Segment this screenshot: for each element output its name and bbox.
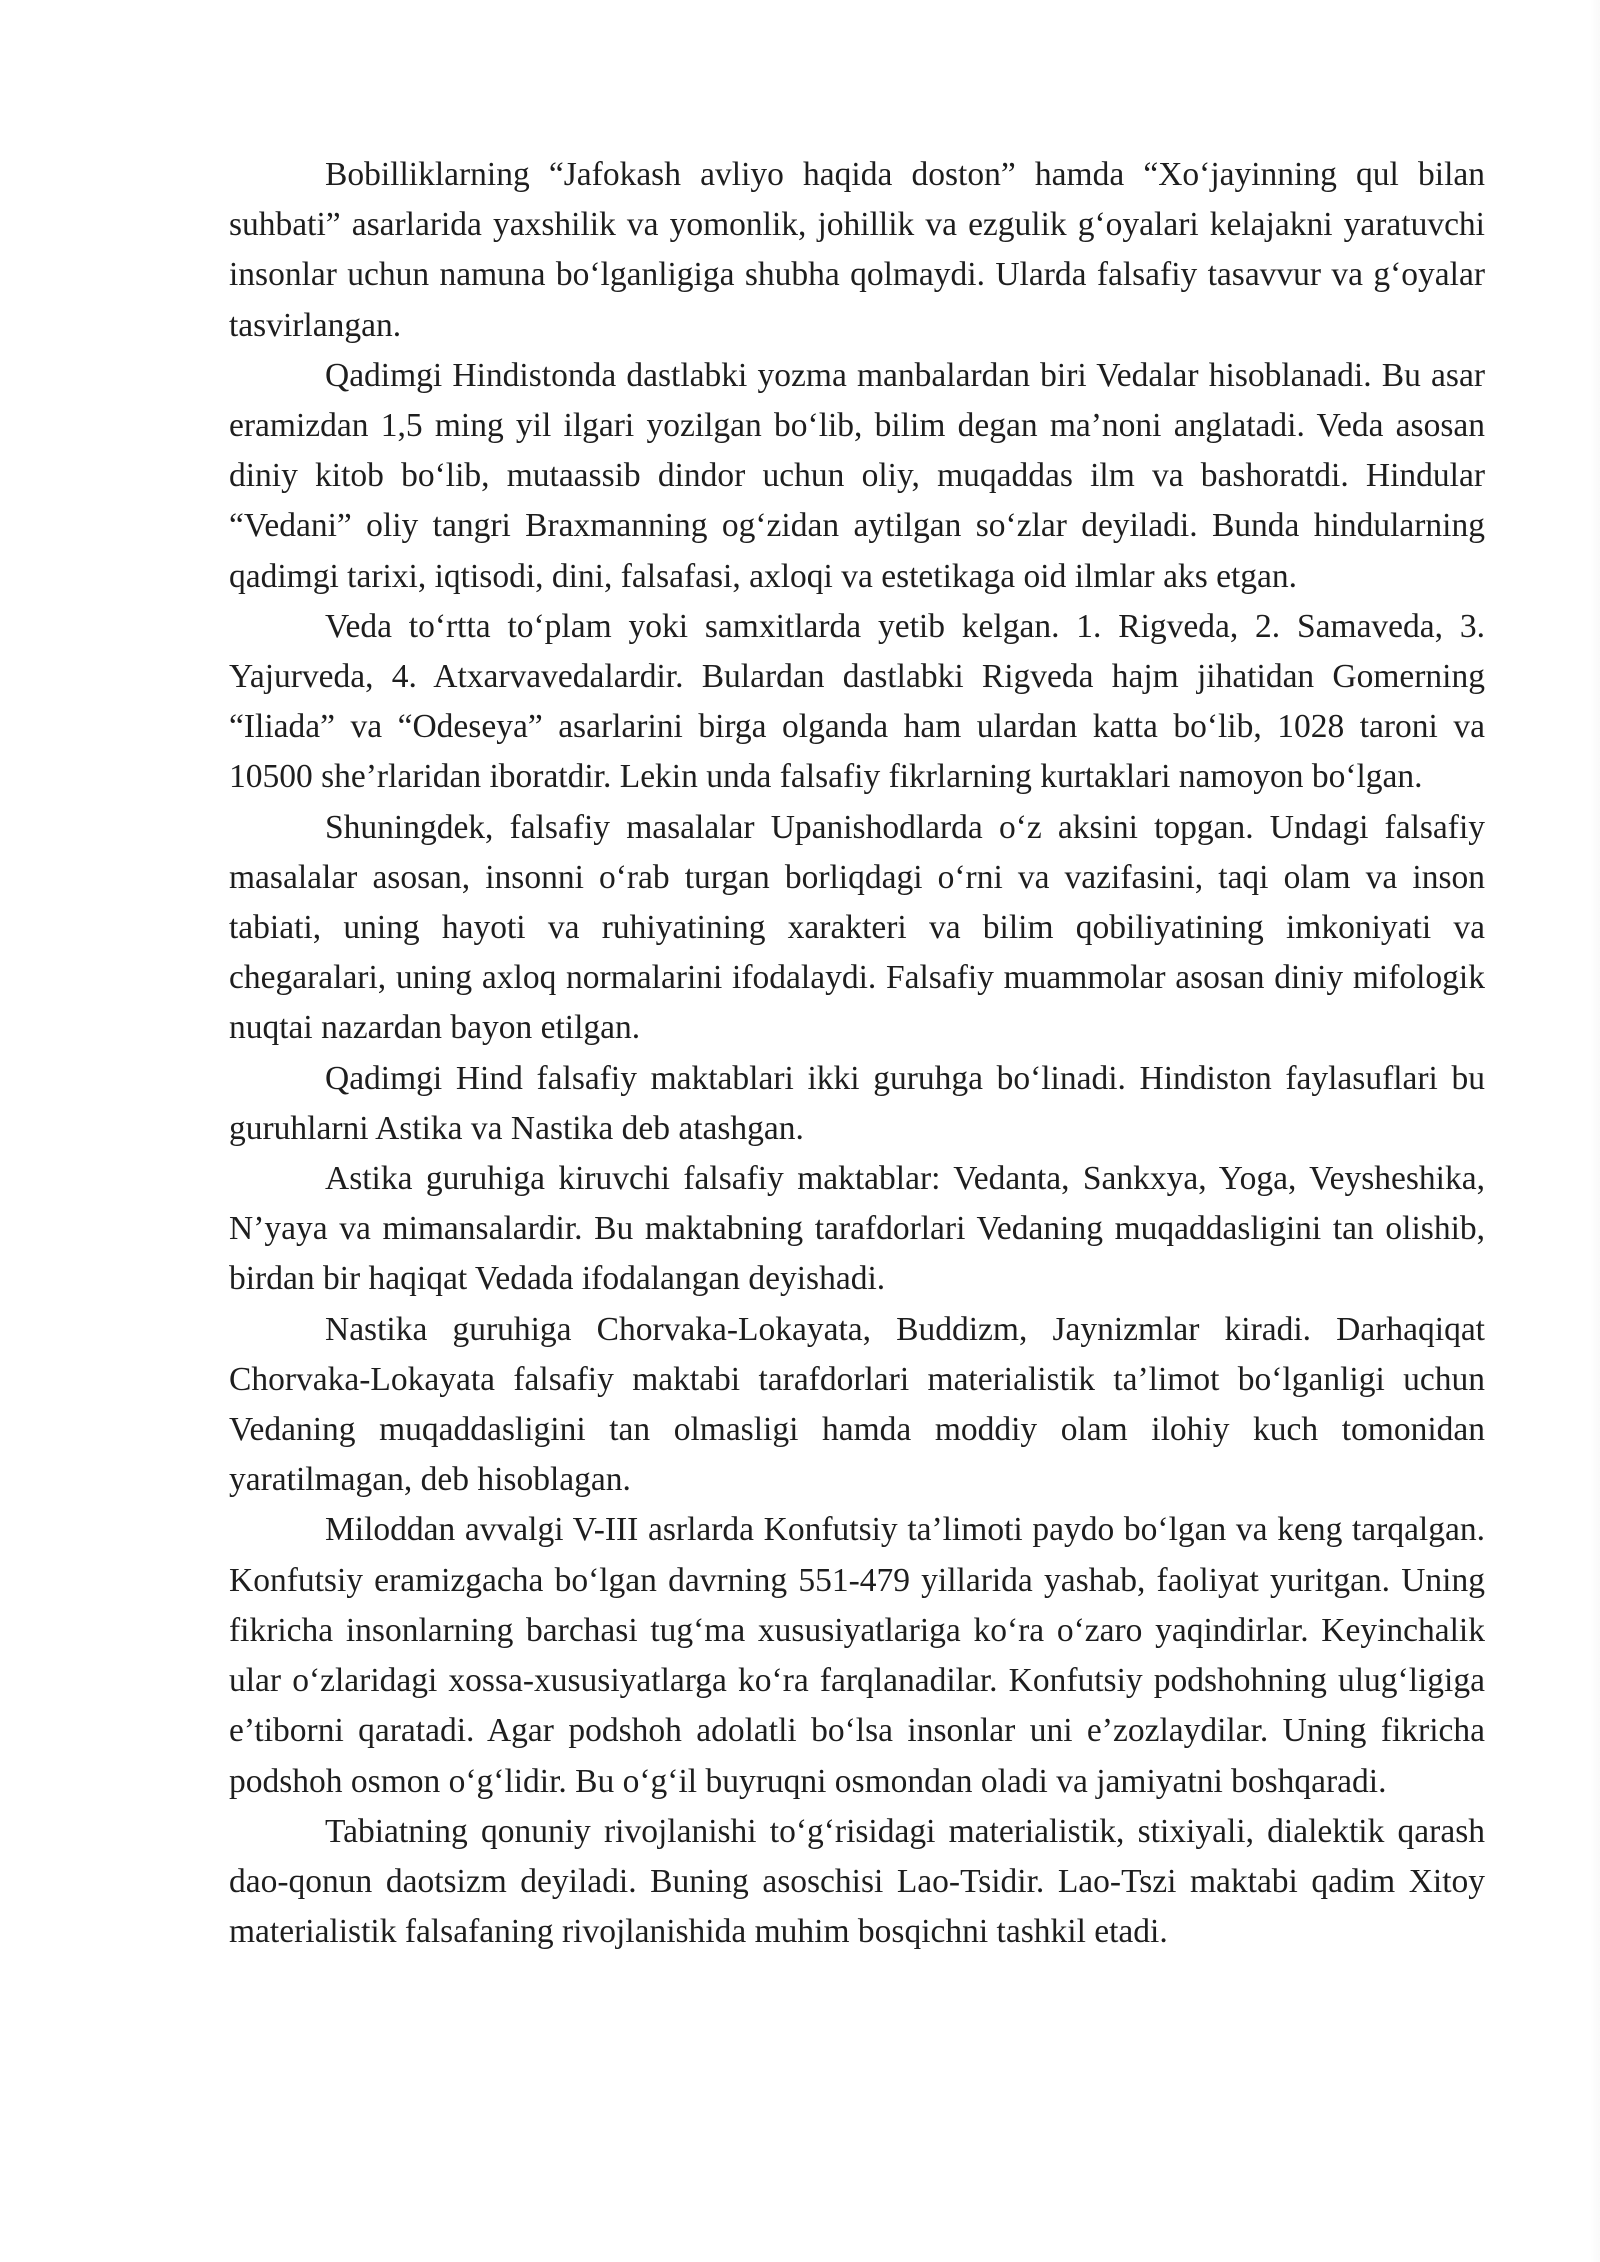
paragraph-vedas-intro: Qadimgi Hindistonda dastlabki yozma manbalardan biri Vedalar hisoblanadi. Bu asar eramizdan 1,5 ming yil ilgari yozilgan bo‘lib, bilim degan ma’noni anglatadi. Veda asosan diniy kitob bo‘lib, mutaassib dindor uchun oliy, muqaddas ilm va bashoratdi. Hindular “Vedani” oliy tangri Braxmanning og‘zidan aytilgan so‘zlar deyiladi. Bunda hindularning qadimgi tarixi, iqtisodi, dini, falsafasi, axloqi va estetikaga oid ilmlar aks etgan. — [229, 356, 1485, 595]
paragraph-upanishads: Shuningdek, falsafiy masalalar Upanishodlarda o‘z aksini topgan. Undagi falsafiy masalalar asosan, insonni o‘rab turgan borliqdagi o‘rni va vazifasini, taqi olam va inson tabiati, uning hayoti va ruhiyatining xarakteri va bilim qobiliyatining imkoniyati va chegaralari, uning axloq normalarini ifodalaydi. Falsafiy muammolar asosan diniy mifologik nuqtai nazardan bayon etilgan. — [229, 808, 1485, 1047]
paragraph-nastika: Nastika guruhiga Chorvaka-Lokayata, Buddizm, Jaynizmlar kiradi. Darhaqiqat Chorvaka-Lokayata falsafiy maktabi tarafdorlari materialistik ta’limot bo‘lganligi uchun Vedaning muqaddasligini tan olmasligi hamda moddiy olam ilohiy kuch tomonidan yaratilmagan, deb hisoblagan. — [229, 1310, 1485, 1499]
page-edge-shadow — [1590, 0, 1600, 2262]
body-text — [229, 150, 1485, 1957]
paragraph-four-vedas: Veda to‘rtta to‘plam yoki samxitlarda yetib kelgan. 1. Rigveda, 2. Samaveda, 3. Yajurveda, 4. Atxarvavedalardir. Bulardan dastlabki Rigveda hajm jihatidan Gomerning “Iliada” va “Odeseya” asarlarini birga olganda ham ulardan katta bo‘lib, 1028 taroni va 10500 she’rlaridan iboratdir. Lekin unda falsafiy fikrlarning kurtaklari namoyon bo‘lgan. — [229, 607, 1485, 796]
paragraph-astika: Astika guruhiga kiruvchi falsafiy maktablar: Vedanta, Sankxya, Yoga, Veysheshika, N’yaya va mimansalardir. Bu maktabning tarafdorlari Vedaning muqaddasligini tan olishib, birdan bir haqiqat Vedada ifodalangan deyishadi. — [229, 1160, 1485, 1298]
paragraph-indian-schools: Qadimgi Hind falsafiy maktablari ikki guruhga bo‘linadi. Hindiston faylasuflari bu guruhlarni Astika va Nastika deb atashgan. — [229, 1059, 1485, 1147]
paragraph-daoism: Tabiatning qonuniy rivojlanishi to‘g‘risidagi materialistik, stixiyali, dialektik qarash dao-qonun daotsizm deyiladi. Buning asoschisi Lao-Tsidir. Lao-Tszi maktabi qadim Xitoy materialistik falsafaning rivojlanishida muhim bosqichni tashkil etadi. — [229, 1812, 1485, 1951]
paragraph-babylonian-texts: Bobilliklarning “Jafokash avliyo haqida doston” hamda “Xo‘jayinning qul bilan suhbati” asarlarida yaxshilik va yomonlik, johillik va ezgulik g‘oyalari kelajakni yaratuvchi insonlar uchun namuna bo‘lganligiga shubha qolmaydi. Ularda falsafiy tasavvur va g‘oyalar tasvirlangan. — [229, 156, 1485, 344]
paragraph-confucius: Miloddan avvalgi V-III asrlarda Konfutsiy ta’limoti paydo bo‘lgan va keng tarqalgan. Konfutsiy eramizgacha bo‘lgan davrning 551-479 yillarida yashab, faoliyat yuritgan. Uning fikricha insonlarning barchasi tug‘ma xususiyatlariga ko‘ra o‘zaro yaqindirlar. Keyinchalik ular o‘zlaridagi xossa-xususiyatlarga ko‘ra farqlanadilar. Konfutsiy podshohning ulug‘ligiga e’tiborni qaratadi. Agar podshoh adolatli bo‘lsa insonlar uni e’zozlaydilar. Uning fikricha podshoh osmon o‘g‘lidir. Bu o‘g‘il buyruqni osmondan oladi va jamiyatni boshqaradi. — [229, 1511, 1485, 1800]
